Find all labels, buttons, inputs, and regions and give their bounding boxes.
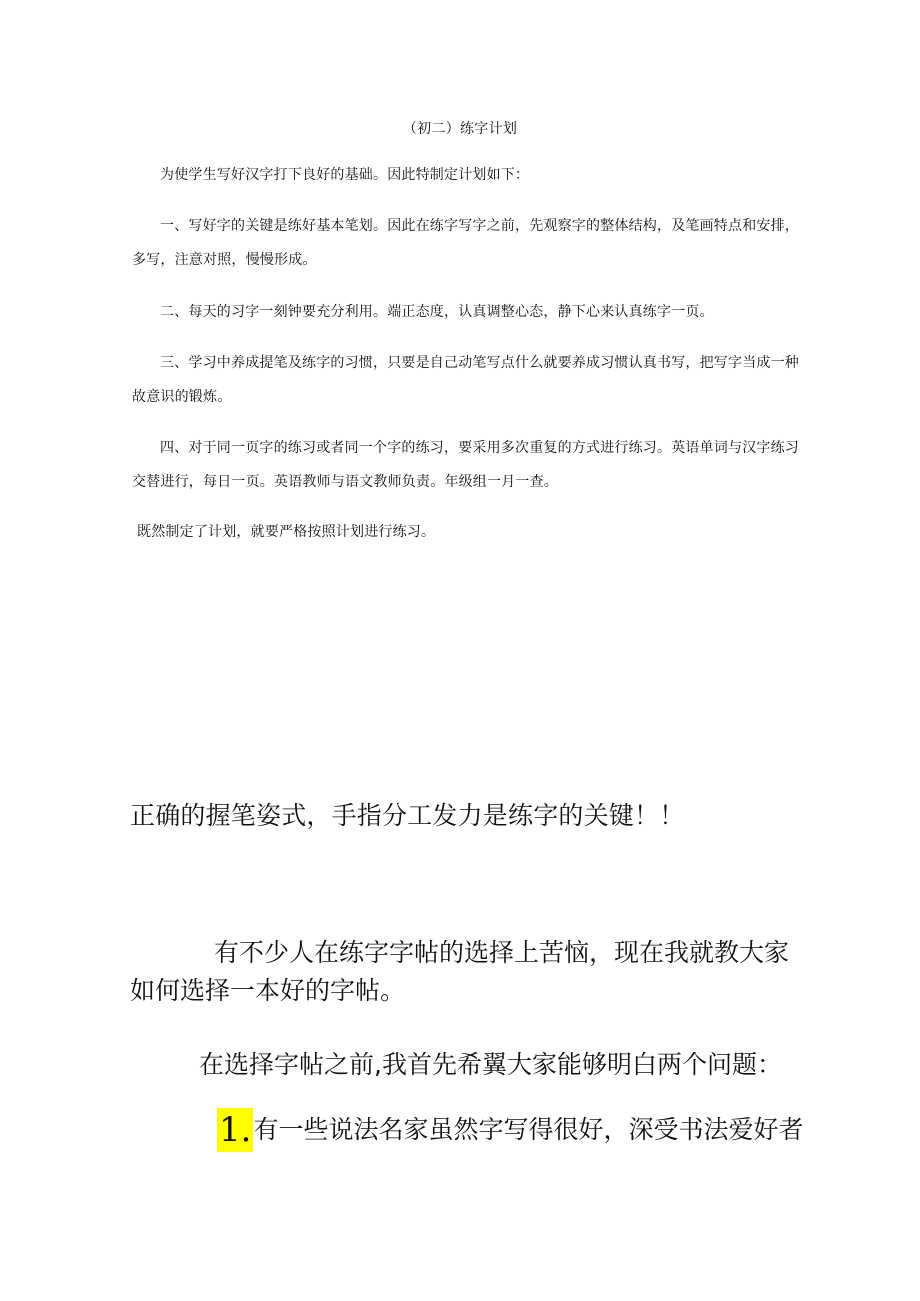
- intro-paragraph: 为使学生写好汉字打下良好的基础。因此特制定计划如下：: [160, 167, 530, 183]
- headline: 正确的握笔姿式，手指分工发力是练字的关键！！: [130, 801, 685, 830]
- two-questions-paragraph: 在选择字帖之前,我首先希翼大家能够明白两个问题：: [199, 1050, 782, 1079]
- closing-paragraph: 既然制定了计划，就要严格按照计划进行练习。: [137, 524, 436, 540]
- copybook-intro-paragraph: [130, 934, 810, 1010]
- question-1-paragraph: [217, 1108, 803, 1152]
- copybook-intro-text: 有不少人在练字字帖的选择上苦恼，现在我就教大家如何选择一本好的字帖。: [130, 938, 790, 1005]
- plan-item-4: 四、对于同一页字的练习或者同一个字的练习，要采用多次重复的方式进行练习。英语单词与汉字练习交替进行，每日一页。英语教师与语文教师负责。年级组一月一查。: [132, 440, 799, 490]
- highlighted-number: 1.: [219, 1110, 252, 1150]
- plan-item-3: 三、学习中养成提笔及练字的习惯，只要是自己动笔写点什么就要养成习惯认真书写，把写字当成一种故意识的锻炼。: [132, 355, 799, 405]
- plan-item-1: 一、写好字的关键是练好基本笔划。因此在练字写字之前，先观察字的整体结构，及笔画特点和安排，多写，注意对照，慢慢形成。: [132, 218, 799, 268]
- plan-item-2: 二、每天的习字一刻钟要充分利用。端正态度，认真调整心态，静下心来认真练字一页。: [160, 304, 714, 320]
- question-1-text: 有一些说法名家虽然字写得很好，深受书法爱好者: [253, 1115, 804, 1144]
- document-title: （初二）练字计划: [402, 121, 518, 137]
